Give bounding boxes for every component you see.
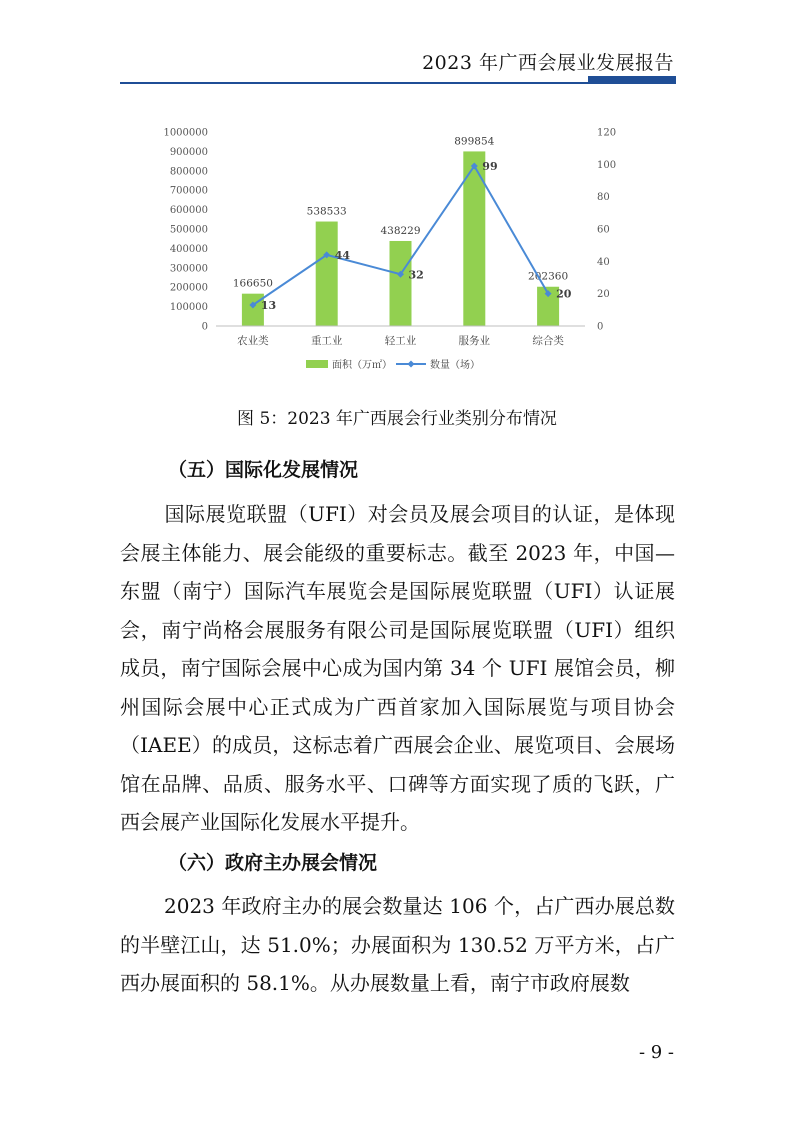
left-axis-tick-label: 900000: [169, 146, 208, 158]
category-label: 服务业: [458, 335, 491, 347]
bar-data-label: 166650: [232, 277, 273, 290]
left-axis-tick-label: 600000: [169, 205, 208, 217]
figure-caption: 图 5：2023 年广西展会行业类别分布情况: [237, 409, 557, 429]
right-axis-tick-label: 20: [597, 289, 610, 301]
bar-data-label: 438229: [380, 224, 421, 237]
right-axis-tick-label: 0: [597, 321, 604, 333]
paragraph-text: 2023 年政府主办的展会数量达 106 个，占广西办展总数的半壁江山，达 51.0%；办展面积为 130.52 万平方米，占广西办展面积的 58.1%。从办展数量上看，南宁市政府展数: [120, 894, 675, 995]
left-axis-tick-label: 1000000: [163, 127, 208, 139]
category-label: 农业类: [237, 335, 269, 347]
left-axis-tick-label: 500000: [169, 224, 208, 236]
header-rule-accent: [588, 76, 676, 84]
line-data-label: 44: [334, 248, 351, 262]
legend-label-count: 数量（场）: [430, 360, 480, 371]
right-axis-tick-label: 60: [597, 224, 610, 236]
bar-area-2: [316, 222, 338, 326]
industry-distribution-chart: [160, 120, 620, 380]
legend-label-area: 面积（万㎡）: [332, 360, 392, 371]
left-axis-tick-label: 200000: [169, 282, 208, 294]
left-axis-tick-label: 300000: [169, 263, 208, 275]
right-axis-tick-label: 120: [597, 127, 617, 139]
paragraph-government: [120, 887, 675, 1003]
report-header-title: 2023 年广西会展业发展报告: [422, 52, 674, 74]
bar-data-label: 202360: [528, 270, 569, 283]
bar-area-3: [390, 241, 412, 326]
category-label: 综合类: [532, 335, 564, 347]
section-heading-internationalization: （五）国际化发展情况: [168, 459, 359, 481]
right-axis-tick-label: 80: [597, 192, 610, 204]
left-axis-tick-label: 100000: [169, 302, 208, 314]
legend-swatch-area: [306, 360, 328, 368]
paragraph-internationalization: [120, 495, 675, 842]
left-axis-tick-label: 0: [201, 321, 208, 333]
legend-marker: [408, 361, 415, 368]
line-data-label: 20: [556, 287, 572, 301]
chart-legend: [306, 358, 480, 371]
line-data-label: 99: [482, 159, 498, 173]
paragraph-text: 国际展览联盟（UFI）对会员及展会项目的认证，是体现会展主体能力、展会能级的重要标志。截至 2023 年，中国—东盟（南宁）国际汽车展览会是国际展览联盟（UFI）认证展会，南宁尚格会展服务有限公司是国际展览联盟（UFI）组织成员，南宁国际会展中心成为国内第 34 个 UFI 展馆会员，柳州国际会展中心正式成为广西首家加入国际展览与项目协会（IAEE）的成员，这标志着广西展会企业、展览项目、会展场馆在品牌、品质、服务水平、口碑等方面实现了质的飞跃，广西会展产业国际化发展水平提升。: [120, 502, 675, 834]
category-label: 重工业: [310, 335, 343, 347]
bar-data-label: 899854: [454, 135, 495, 148]
category-label: 轻工业: [384, 335, 417, 347]
line-data-label: 13: [260, 298, 277, 312]
bar-data-label: 538533: [306, 205, 347, 218]
line-data-label: 32: [408, 268, 424, 282]
left-axis-tick-label: 800000: [169, 166, 208, 178]
left-axis-tick-label: 400000: [169, 243, 208, 255]
page-number: - 9 -: [638, 1042, 674, 1063]
left-axis-tick-label: 700000: [169, 185, 208, 197]
section-heading-government: （六）政府主办展会情况: [168, 852, 378, 874]
right-axis-tick-label: 100: [597, 159, 617, 171]
right-axis-tick-label: 40: [597, 256, 610, 268]
